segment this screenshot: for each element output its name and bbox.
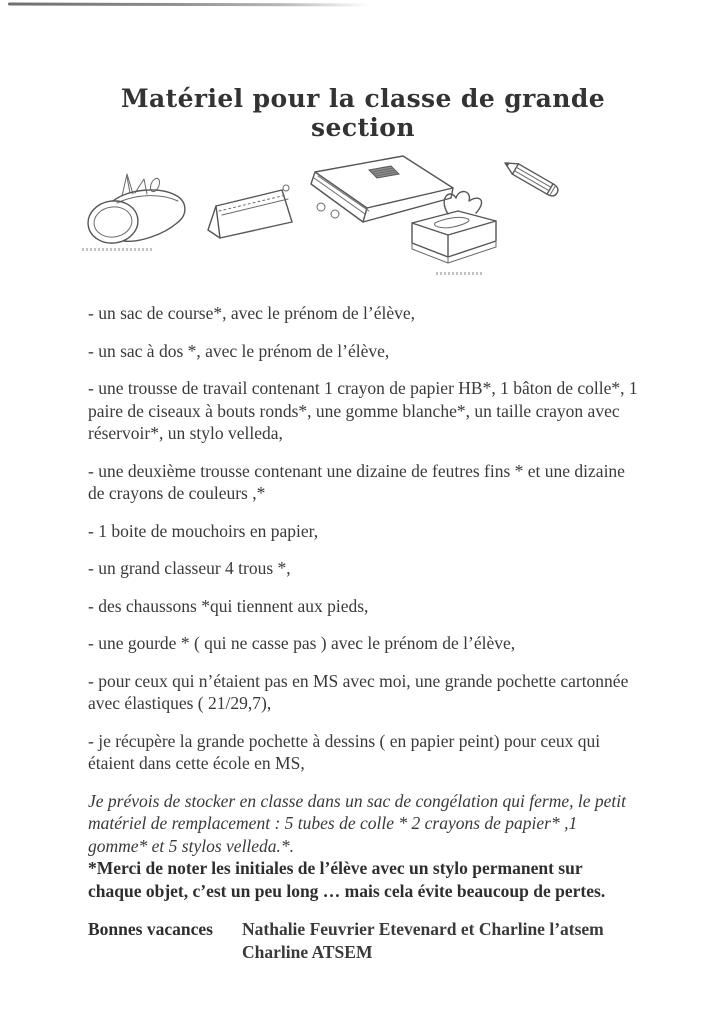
- list-item: - une trousse de travail contenant 1 crayon de papier HB*, 1 bâton de colle*, 1 paire de ciseaux à bouts ronds*, une gomme blanche*, un taille crayon avec réservoir*, un stylo velleda,: [88, 378, 638, 443]
- pencil-icon: [495, 148, 567, 210]
- signature-names: [242, 918, 604, 963]
- closing-text: Bonnes vacances: [88, 919, 213, 939]
- list-item: - un sac à dos *, avec le prénom de l’élève,: [88, 340, 390, 361]
- small-print-watermark: [82, 248, 154, 251]
- round-pencil-case-icon: [80, 160, 192, 258]
- list-item: - un sac de course*, avec le prénom de l’élève,: [88, 303, 415, 323]
- list-item: - je récupère la grande pochette à dessins ( en papier peint) pour ceux qui étaient dans cette école en MS,: [88, 730, 601, 773]
- tissue-box-icon: [402, 186, 504, 270]
- signature-line: Nathalie Feuvrier Etevenard et Charline l’atsem: [242, 919, 604, 939]
- list-item: - pour ceux qui n’étaient pas en MS avec moi, une grande pochette cartonnée avec élastiques ( 21/29,7),: [88, 670, 629, 713]
- triangular-pencil-case-icon: [202, 176, 298, 248]
- small-print-watermark: [436, 272, 482, 275]
- signature-line: Charline ATSEM: [242, 941, 373, 962]
- list-item: - une gourde * ( qui ne casse pas ) avec le prénom de l’élève,: [88, 633, 516, 653]
- supply-list: [88, 302, 638, 963]
- list-item: - 1 boite de mouchoirs en papier,: [88, 520, 319, 541]
- initials-note: *Merci de noter les initiales de l’élève avec un stylo permanent sur chaque objet, c’est un peu long … mais cela évite beaucoup de pertes.: [88, 858, 606, 901]
- supplies-clipart-row: [80, 148, 678, 294]
- signature-block: [88, 918, 638, 963]
- list-item: - une deuxième trousse contenant une dizaine de feutres fins * et une dizaine de crayons de couleurs ,*: [88, 460, 625, 503]
- list-item: - un grand classeur 4 trous *,: [88, 558, 291, 578]
- list-item: - des chaussons *qui tiennent aux pieds,: [88, 595, 369, 616]
- storage-note: Je prévois de stocker en classe dans un sac de congélation qui ferme, le petit matériel de remplacement : 5 tubes de colle * 2 crayons de papier* ,1 gomme* et 5 stylos velleda.*.: [88, 790, 626, 856]
- page-title: Matériel pour la classe de grande section: [120, 84, 606, 142]
